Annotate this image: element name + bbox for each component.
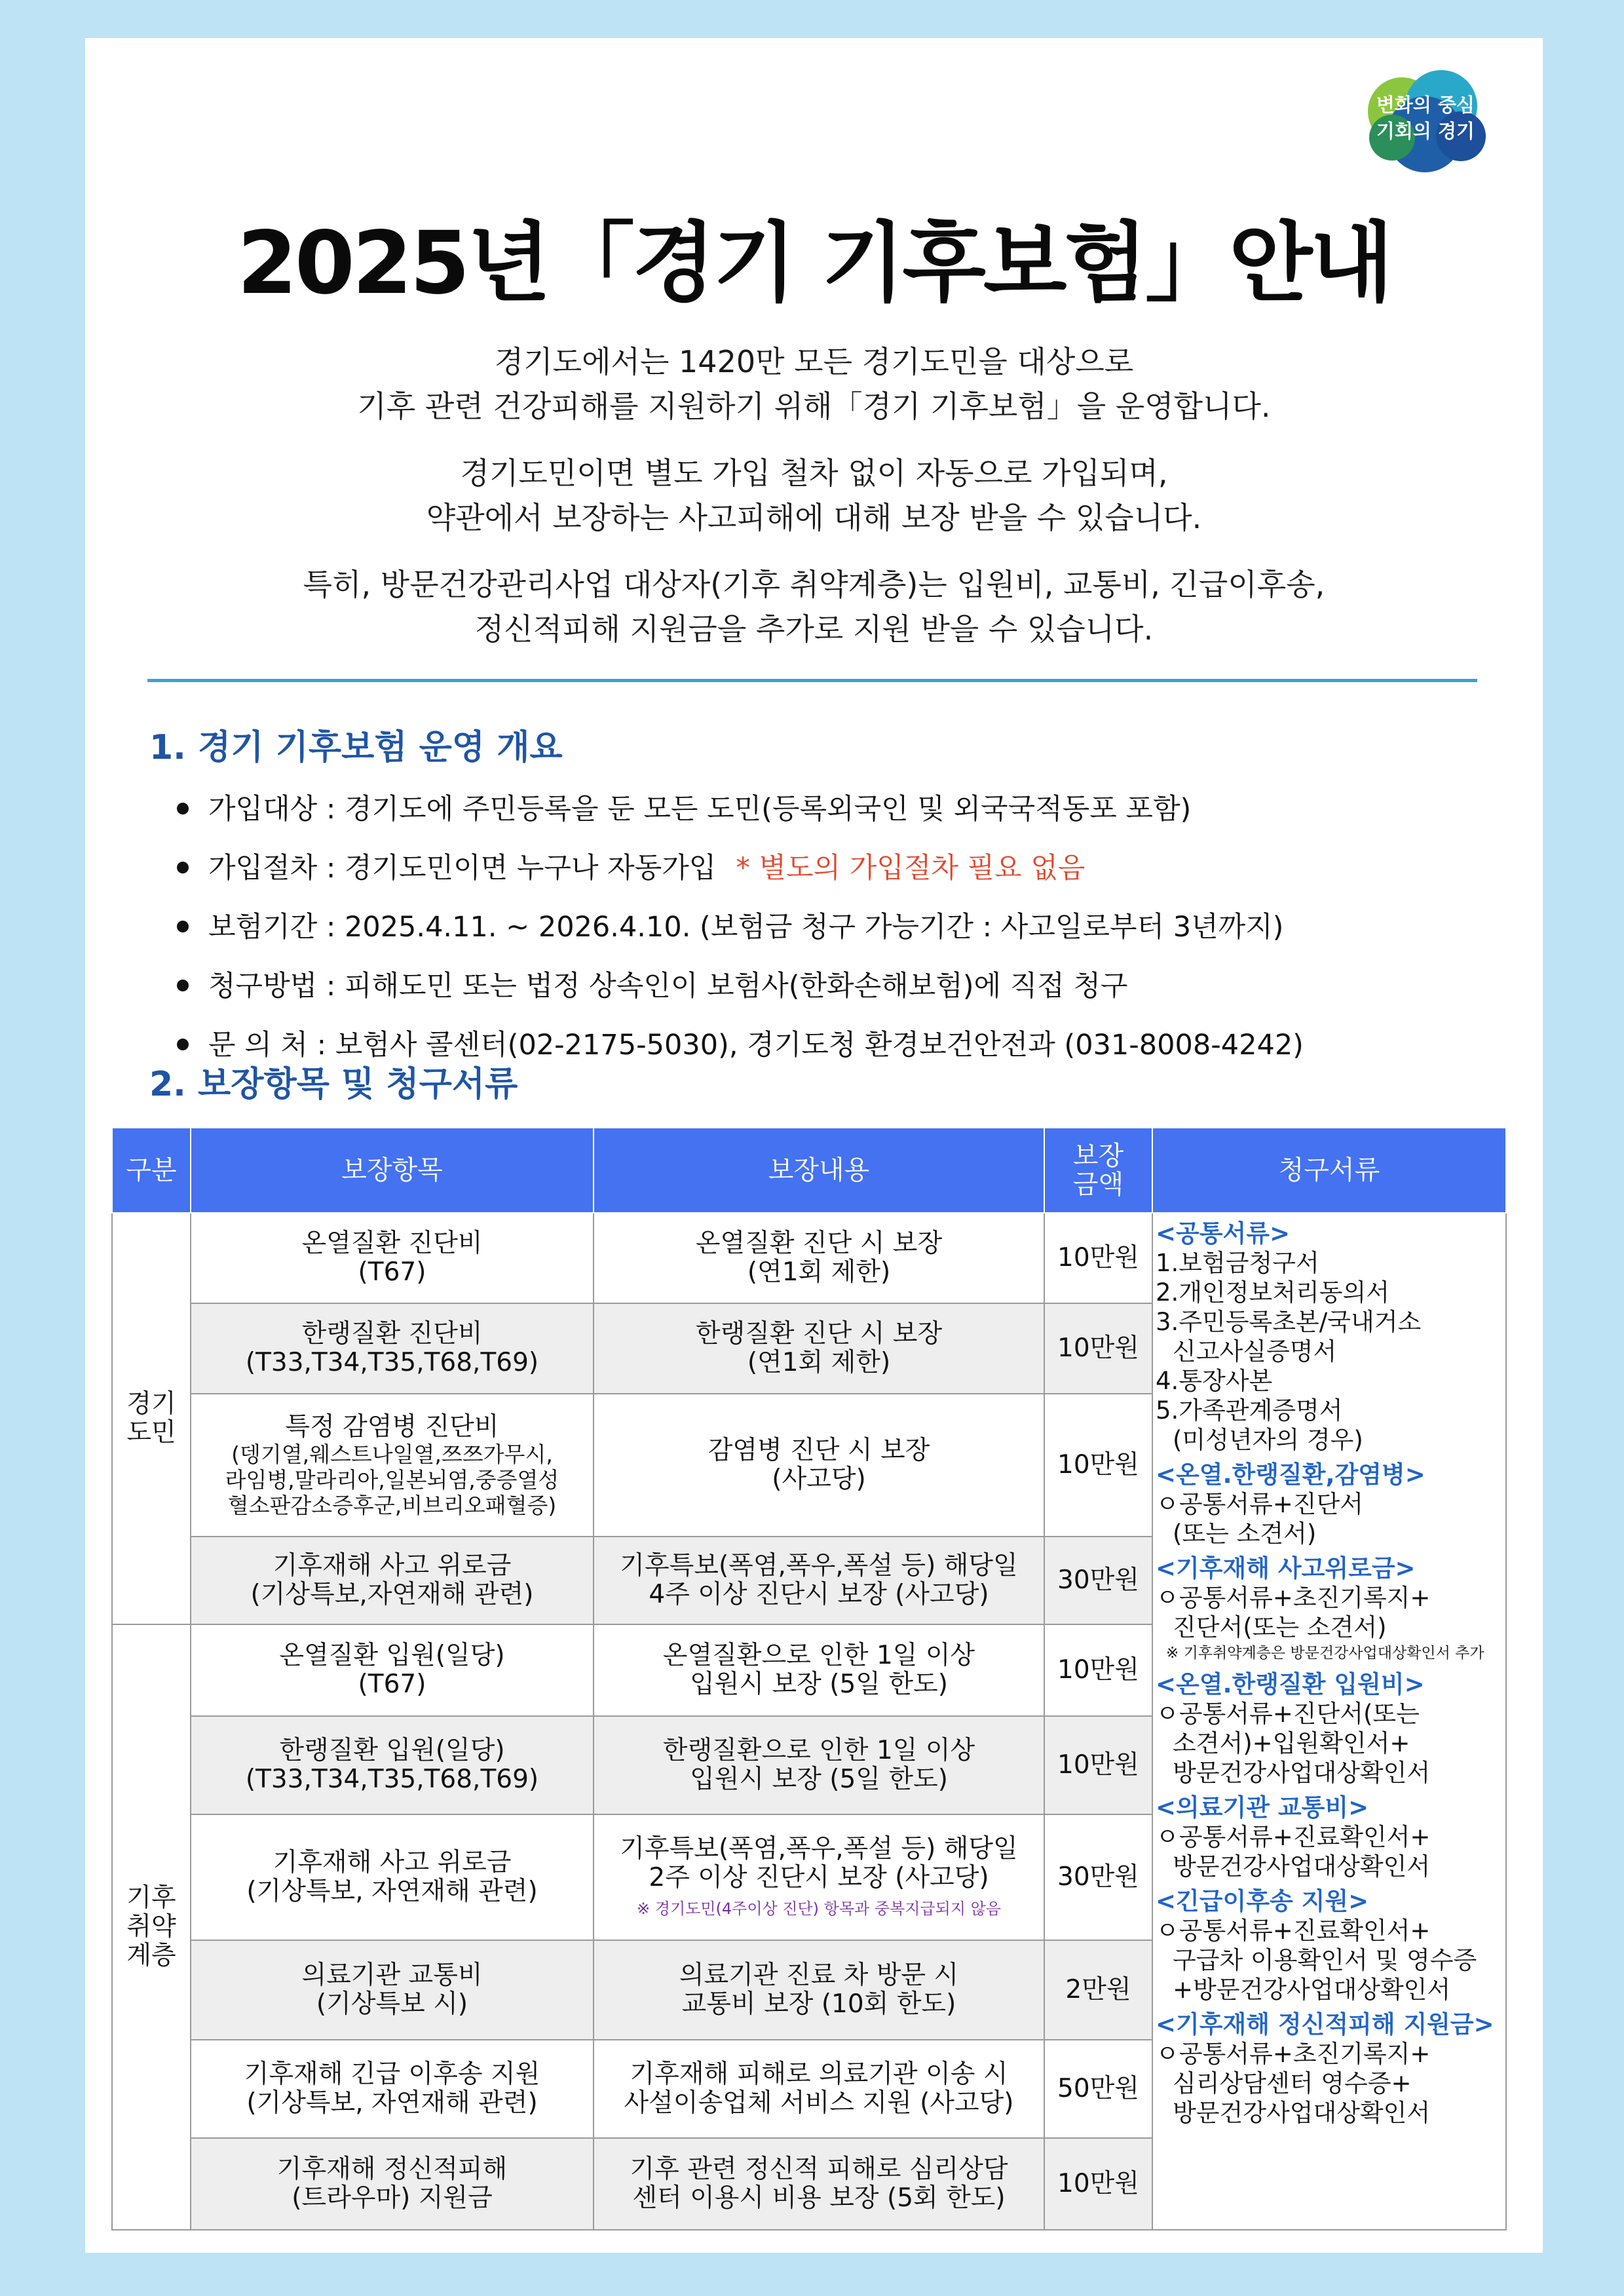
coverage-content: 한랭질환으로 인한 1일 이상 입원시 보장 (5일 한도) [594,1716,1044,1814]
table-header-row [112,1128,1506,1213]
coverage-amount: 10만원 [1044,1624,1152,1716]
coverage-table [111,1127,1507,2230]
bullet-icon [177,1039,189,1050]
list-item: 가입절차 : 경기도민이면 누구나 자동가입 * 별도의 가입절차 필요 없음 [177,839,1304,898]
intro-line: 특히, 방문건강관리사업 대상자(기후 취약계층)는 입원비, 교통비, 긴급이후송, [303,567,1325,602]
intro-line: 기후 관련 건강피해를 지원하기 위해「경기 기후보험」을 운영합니다. [357,389,1271,424]
coverage-item: 특정 감염병 진단비 (뎅기열,웨스트나일열,쯔쯔가무시, 라임병,말라리아,일본뇌염,중증열성 혈소판감소증후군,비브리오패혈증) [191,1394,594,1537]
intro-paragraph-3 [85,562,1543,651]
list-item: 가입대상 : 경기도에 주민등록을 둔 모든 도민(등록외국인 및 외국국적동포 포함) [177,780,1304,839]
header-amount: 보장 금액 [1044,1128,1152,1213]
coverage-item: 기후재해 사고 위로금 (기상특보,자연재해 관련) [191,1537,594,1624]
coverage-content: 기후특보(폭염,폭우,폭설 등) 해당일 4주 이상 진단시 보장 (사고당) [594,1537,1044,1624]
intro-line: 경기도에서는 1420만 모든 경기도민을 대상으로 [494,344,1134,379]
coverage-content: 온열질환 진단 시 보장 (연1회 제한) [594,1213,1044,1303]
bullet-icon [177,921,189,932]
header-item: 보장항목 [191,1128,594,1213]
coverage-content: 한랭질환 진단 시 보장 (연1회 제한) [594,1303,1044,1394]
bullet-icon [177,862,189,873]
coverage-item: 한랭질환 진단비 (T33,T34,T35,T68,T69) [191,1303,594,1394]
intro-line: 정신적피해 지원금을 추가로 지원 받을 수 있습니다. [474,611,1154,647]
table-row [112,1213,1506,1303]
coverage-item: 기후재해 긴급 이후송 지원 (기상특보, 자연재해 관련) [191,2040,594,2138]
coverage-content: 감염병 진단 시 보장 (사고당) [594,1394,1044,1537]
intro-paragraph-2 [85,451,1543,540]
coverage-item: 온열질환 입원(일당) (T67) [191,1624,594,1716]
coverage-amount: 50만원 [1044,2040,1152,2138]
no-procedure-note: * 별도의 가입절차 필요 없음 [736,852,1086,885]
coverage-content: 기후 관련 정신적 피해로 심리상담 센터 이용시 비용 보장 (5회 한도) [594,2138,1044,2230]
list-item: 청구방법 : 피해도민 또는 법정 상속인이 보험사(한화손해보험)에 직접 청구 [177,957,1304,1016]
list-item: 보험기간 : 2025.4.11. ~ 2026.4.10. (보험금 청구 가능기간 : 사고일로부터 3년까지) [177,898,1304,957]
coverage-content: 기후특보(폭염,폭우,폭설 등) 해당일 2주 이상 진단시 보장 (사고당) ※ 경기도민(4주이상 진단) 항목과 중복지급되지 않음 [594,1814,1044,1940]
section-2-heading: 2. 보장항목 및 청구서류 [149,1065,518,1104]
coverage-amount: 10만원 [1044,1716,1152,1814]
coverage-content: 온열질환으로 인한 1일 이상 입원시 보장 (5일 한도) [594,1624,1044,1716]
section-1-heading: 1. 경기 기후보험 운영 개요 [149,728,563,767]
coverage-amount: 10만원 [1044,1394,1152,1537]
list-item: 문 의 처 : 보험사 콜센터(02-2175-5030), 경기도청 환경보건안전과 (031-8008-4242) [177,1016,1304,1075]
logo-slogan [1368,92,1483,144]
page-title: 2025년「경기 기후보험」안내 [237,213,1391,314]
intro-line: 약관에서 보장하는 사고피해에 대해 보장 받을 수 있습니다. [426,500,1202,535]
coverage-amount: 30만원 [1044,1814,1152,1940]
coverage-amount: 2만원 [1044,1940,1152,2040]
header-category: 구분 [112,1128,191,1213]
coverage-item: 기후재해 정신적피해 (트라우마) 지원금 [191,2138,594,2230]
header-content: 보장내용 [594,1128,1044,1213]
duplicate-payment-note: ※ 경기도민(4주이상 진단) 항목과 중복지급되지 않음 [637,1900,1001,1918]
claim-documents: <공통서류> 1.보험금청구서 2.개인정보처리동의서 3.주민등록초본/국내거소 신고사실증명서 4.통장사본 5.가족관계증명서 (미성년자의 경우) <온열.한랭질환,감염병> ㅇ공통서류+진단서 (또는 소견서) <기후재해 사고위로금> ㅇ공통서류+초진기록지+ 진단서(또는 소견서) ※ 기후취약계층은 방문건강사업대상확인서 추가 <온열.한랭질환 입원비> ㅇ공통서류+진단서(또는 소견서)+입원확인서+ 방문건강사업대상확인서 <의료기관 교통비> ㅇ공통서류+진료확인서+ 방문건강사업대상확인서 <긴급이후송 지원> ㅇ공통서류+진료확인서+ 구급차 이용확인서 및 영수증 +방문건강사업대상확인서 <기후재해 정신적피해 지원금> ㅇ공통서류+초진기록지+ 심리상담센터 영수증+ 방문건강사업대상확인서 [1152,1213,1506,2230]
overview-list [177,780,1304,1075]
category-vulnerable: 기후 취약 계층 [112,1624,191,2230]
coverage-item: 한랭질환 입원(일당) (T33,T34,T35,T68,T69) [191,1716,594,1814]
intro-line: 경기도민이면 별도 가입 철차 없이 자동으로 가입되며, [460,455,1168,491]
coverage-amount: 10만원 [1044,2138,1152,2230]
bullet-icon [177,980,189,991]
coverage-content: 기후재해 피해로 의료기관 이송 시 사설이송업체 서비스 지원 (사고당) [594,2040,1044,2138]
category-residents: 경기 도민 [112,1213,191,1624]
section-divider [147,679,1477,682]
intro-paragraph-1 [85,339,1543,429]
coverage-amount: 10만원 [1044,1303,1152,1394]
bullet-icon [177,803,189,814]
coverage-item: 온열질환 진단비 (T67) [191,1213,594,1303]
coverage-amount: 30만원 [1044,1537,1152,1624]
logo-line-1: 변화의 중심 [1376,94,1475,116]
coverage-content: 의료기관 진료 차 방문 시 교통비 보장 (10회 한도) [594,1940,1044,2040]
logo-line-2: 기회의 경기 [1376,120,1475,142]
coverage-item: 의료기관 교통비 (기상특보 시) [191,1940,594,2040]
header-docs: 청구서류 [1152,1128,1506,1213]
coverage-item: 기후재해 사고 위로금 (기상특보, 자연재해 관련) [191,1814,594,1940]
coverage-amount: 10만원 [1044,1213,1152,1303]
